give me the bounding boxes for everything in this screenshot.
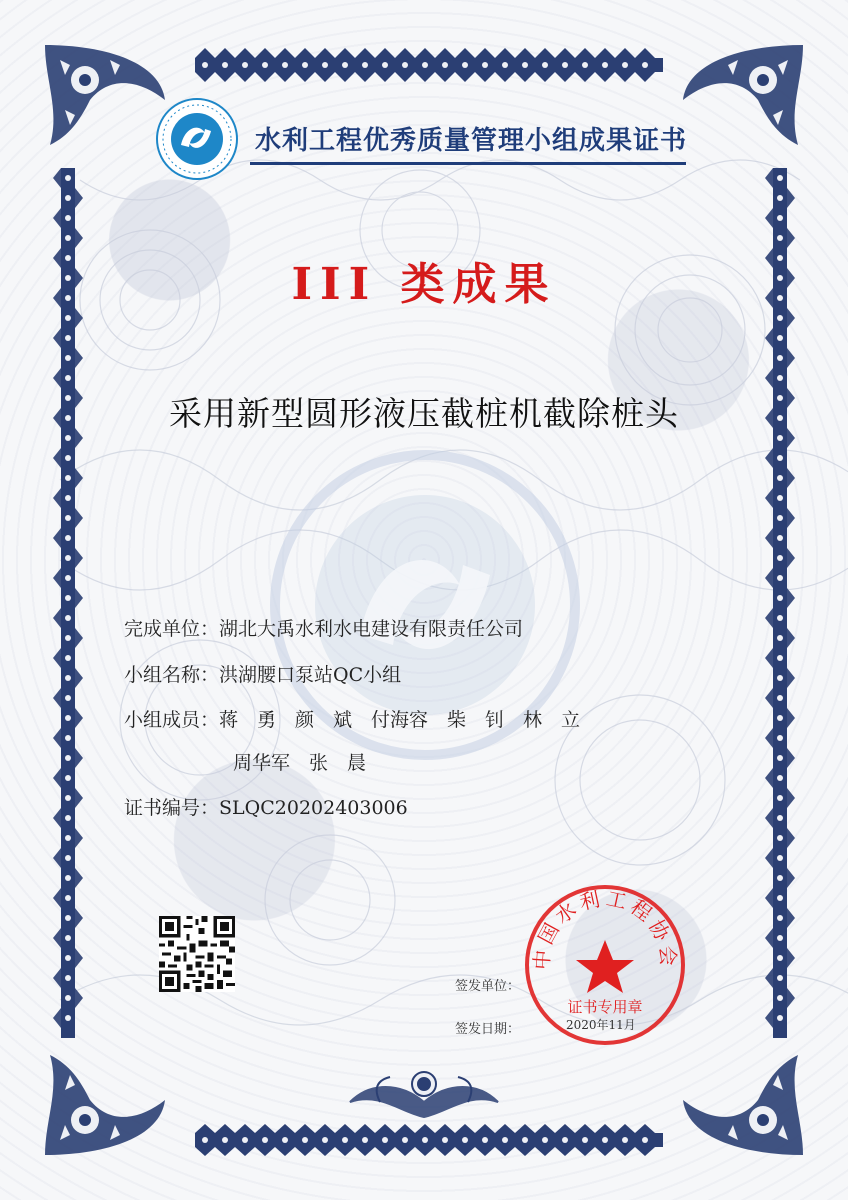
completing-unit-label: 完成单位： [124,618,220,640]
issue-date-label: 签发日期： [455,1022,521,1037]
achievement-grade: III 类成果 [291,259,557,310]
header-underline [250,162,686,165]
group-name-label: 小组名称： [124,664,220,686]
top-border-ornament [195,40,663,90]
issue-date-value: 2020年11月 [566,1018,636,1032]
bottom-left-corner-ornament [40,1050,170,1160]
group-members-label: 小组成员： [124,709,220,731]
certificate-header-title: 水利工程优秀质量管理小组成果证书 [255,126,688,156]
project-title: 采用新型圆形液压截桩机截除桩头 [169,394,679,433]
top-right-corner-ornament [678,40,808,150]
certificate-number-row [124,793,408,820]
group-name-value: 洪湖腰口泵站QC小组 [219,664,402,686]
qr-code[interactable] [159,916,235,992]
seal-ring-text: 中国水利工程协会 [529,886,681,971]
bottom-center-ornament [340,1062,508,1122]
completing-unit-value: 湖北大禹水利水电建设有限责任公司 [219,618,524,640]
seal-star-icon [576,940,634,993]
association-logo [155,97,239,181]
group-members-line1: 蒋 勇 颜 斌 付海容 柴 钊 林 立 [219,709,581,731]
certificate-number-label: 证书编号： [124,797,220,819]
group-name-row [124,660,401,687]
group-members-line2: 周华军 张 晨 [233,752,367,774]
seal-center-text: 证书专用章 [567,998,643,1016]
group-members-row [124,705,580,732]
bottom-border-ornament [195,1120,663,1160]
top-left-corner-ornament [40,40,170,150]
issuing-unit-label: 签发单位： [455,979,521,994]
certificate-number-value: SLQC20202403006 [219,797,408,819]
bottom-right-corner-ornament [678,1050,808,1160]
completing-unit-row [124,614,523,641]
